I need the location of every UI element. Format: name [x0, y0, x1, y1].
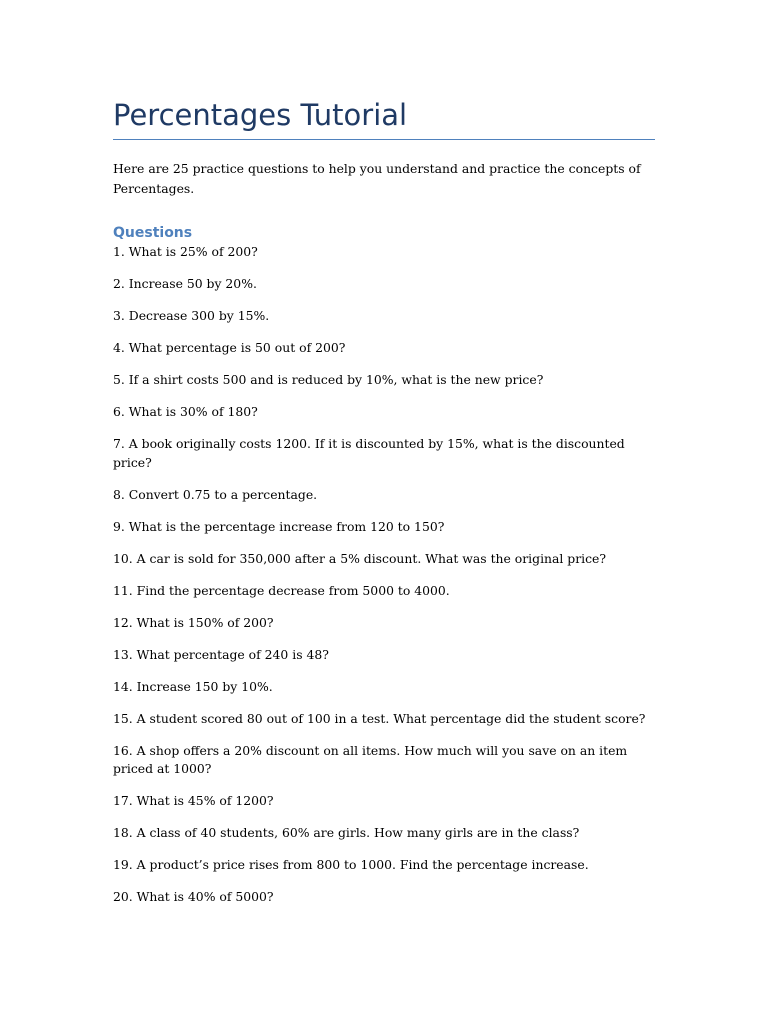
- question-item: 4. What percentage is 50 out of 200?: [113, 340, 346, 355]
- document-page: [113, 96, 655, 920]
- question-list: [113, 243, 655, 907]
- question-item: 18. A class of 40 students, 60% are girls. How many girls are in the class?: [113, 825, 580, 840]
- intro-paragraph: Here are 25 practice questions to help you understand and practice the concepts of Percentages.: [113, 161, 641, 196]
- question-item: 10. A car is sold for 350,000 after a 5% discount. What was the original price?: [113, 550, 607, 566]
- question-item: 2. Increase 50 by 20%.: [113, 276, 257, 291]
- question-item: 12. What is 150% of 200?: [113, 614, 274, 630]
- question-item: 9. What is the percentage increase from 120 to 150?: [113, 518, 445, 534]
- question-item: 15. A student scored 80 out of 100 in a test. What percentage did the student score?: [113, 710, 646, 726]
- question-item: 5. If a shirt costs 500 and is reduced by 10%, what is the new price?: [113, 372, 544, 387]
- question-item: 19. A product’s price rises from 800 to 1000. Find the percentage increase.: [113, 857, 589, 872]
- section-heading: Questions: [113, 225, 193, 241]
- question-item: 20. What is 40% of 5000?: [113, 889, 274, 904]
- question-item: 6. What is 30% of 180?: [113, 404, 258, 419]
- question-item: 7. A book originally costs 1200. If it is discounted by 15%, what is the discounted price?: [113, 436, 625, 470]
- question-item: 13. What percentage of 240 is 48?: [113, 646, 329, 662]
- question-item: 3. Decrease 300 by 15%.: [113, 308, 270, 323]
- question-item: 17. What is 45% of 1200?: [113, 793, 274, 808]
- question-item: 8. Convert 0.75 to a percentage.: [113, 486, 318, 502]
- question-item: 11. Find the percentage decrease from 5000 to 4000.: [113, 582, 450, 598]
- question-item: 16. A shop offers a 20% discount on all items. How much will you save on an item priced at 1000?: [113, 742, 628, 776]
- question-item: 1. What is 25% of 200?: [113, 244, 258, 259]
- page-title: Percentages Tutorial: [113, 96, 655, 140]
- question-item: 14. Increase 150 by 10%.: [113, 678, 273, 694]
